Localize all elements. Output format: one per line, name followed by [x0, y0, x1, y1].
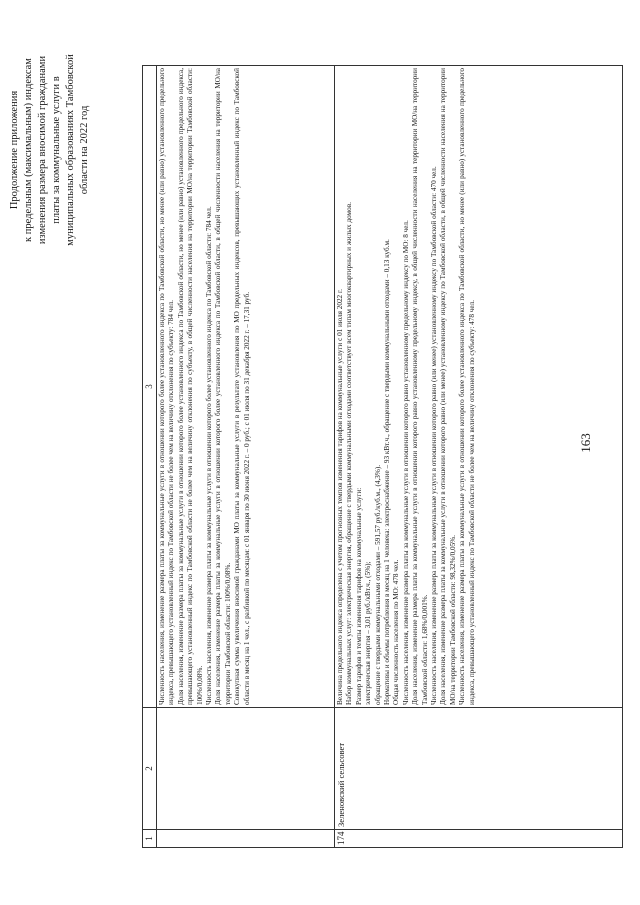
- description-paragraph: Размер тарифов и темпы изменения тарифов на коммунальные услуги:: [354, 487, 363, 705]
- description-paragraph: Доля населения, изменение размера платы за коммунальные услуги в отношении которого более установленного индекса по Тамбовской области, но менее (или равно) установленного предельного индекса, превышающего установленный индекс по Тамбовской области не более чем на величину отклонения по субъекту, в общей численности населения на территории МО/на территории Тамбовской области: 100%/0,08%.: [176, 68, 204, 705]
- column-header-3: 3: [143, 66, 157, 708]
- page-number: 163: [578, 433, 593, 453]
- column-header-1: 1: [143, 830, 157, 848]
- description-paragraph: электрическая энергия – 3,01 руб./кВт.ч., (5%);: [364, 561, 373, 705]
- appendix-heading: [8, 15, 92, 285]
- description-paragraph: обращение с твердыми коммунальными отходами – 591,57 руб./куб.м., (4,3%).: [373, 464, 382, 705]
- description-paragraph: Нормативы и объемы потребления в месяц на 1 человека: электроснабжение – 93 кВт.ч., обращение с твердыми коммунальными отходами – 0,13 куб.м.: [383, 239, 392, 705]
- description-paragraph: Численность населения, изменение размера платы за коммунальные услуги в отношении которого равно установленному предельному индексу по МО: 8 чел.: [401, 220, 410, 705]
- column-header-2: 2: [143, 708, 157, 830]
- row-number: 174: [335, 830, 623, 848]
- description-paragraph: Численность населения, изменение размера платы за коммунальные услуги в отношении которого более установленного индекса по Тамбовской области, но менее (или равно) установленного предельного индекса, превышающего установленный индекс по Тамбовской области не более чем на величину отклонения по субъекту: 478 чел.: [458, 68, 476, 705]
- row-number: [157, 830, 335, 848]
- description-paragraph: Численность населения, изменение размера платы за коммунальные услуги в отношении которого равно (или менее) установленному индексу по Тамбовской области: 470 чел.: [430, 166, 439, 705]
- description-paragraph: Доля населения, изменение размера платы за коммунальные услуги в отношении которого более установленного индекса по Тамбовской области, в общей численности населения на территории МО/на территории Тамбовской области: 100%/0,08%.: [214, 68, 232, 705]
- description-paragraph: Доля населения, изменение размера платы за коммунальные услуги в отношении которого равно (или менее) установленному индексу по Тамбовской области, в общей численности населения на территории МО/на территории Тамбовской области: 98,32%/0,05%.: [439, 68, 457, 705]
- heading-line: изменения размера вносимой гражданами: [37, 55, 48, 245]
- indices-table: [142, 65, 623, 848]
- table-row-174: [335, 66, 623, 848]
- table-row-continued: [157, 66, 335, 848]
- description-paragraph: Общая численность населения по МО: 478 чел.: [392, 559, 401, 705]
- row-description: [335, 66, 623, 708]
- description-paragraph: Численность населения, изменение размера платы за коммунальные услуги в отношении которого более установленного индекса по Тамбовской области, но менее (или равно) установленного предельного индекса, превышающего установленный индекс по Тамбовской области не более чем на величину отклонения по субъекту: 784 чел.: [158, 68, 176, 705]
- heading-line: Продолжение приложения: [9, 90, 20, 210]
- description-paragraph: Доля населения, изменение размера платы за коммунальные услуги в отношении которого равно установленному предельному индексу, в общей численности населения на территории МО/на территории Тамбовской области: 1,68%/0,001%.: [411, 68, 429, 705]
- heading-line: области на 2022 год: [79, 105, 90, 195]
- description-paragraph: Численность населения, изменение размера платы за коммунальные услуги в отношении которого более установленного индекса по Тамбовской области: 784 чел.: [205, 206, 214, 705]
- heading-line: к предельным (максимальным) индексам: [23, 58, 34, 242]
- row-description: [157, 66, 335, 708]
- description-paragraph: Набор коммунальных услуг: электрическая энергия, обращение с твердыми коммунальными отходами соответствует всем типам многоквартирных и жилых домов.: [345, 202, 354, 705]
- description-paragraph: Совокупная сумма увеличения вносимой гражданами МО платы за коммунальные услуги в результате установления по МО предельных индексов, превышающих установленный индекс по Тамбовской области в месяц на 1 чел., с разбивкой по месяцам: с 01 января по 30 июня 2022 г. – 0 руб.; с 01 июля по 31 декабря 2022 г. – 17,31 руб.: [233, 68, 251, 705]
- table-header-row: [143, 66, 157, 848]
- heading-line: муниципальных образованиях Тамбовской: [65, 54, 76, 246]
- municipality-name: Зеленовский сельсовет: [335, 708, 623, 830]
- municipality-name: [157, 708, 335, 830]
- description-paragraph: Величина предельного индекса определена с учетом прогнозных темпов изменения тарифов на коммунальные услуги с 01 июля 2022 г.: [336, 289, 344, 705]
- heading-line: платы за коммунальные услуги в: [51, 76, 62, 224]
